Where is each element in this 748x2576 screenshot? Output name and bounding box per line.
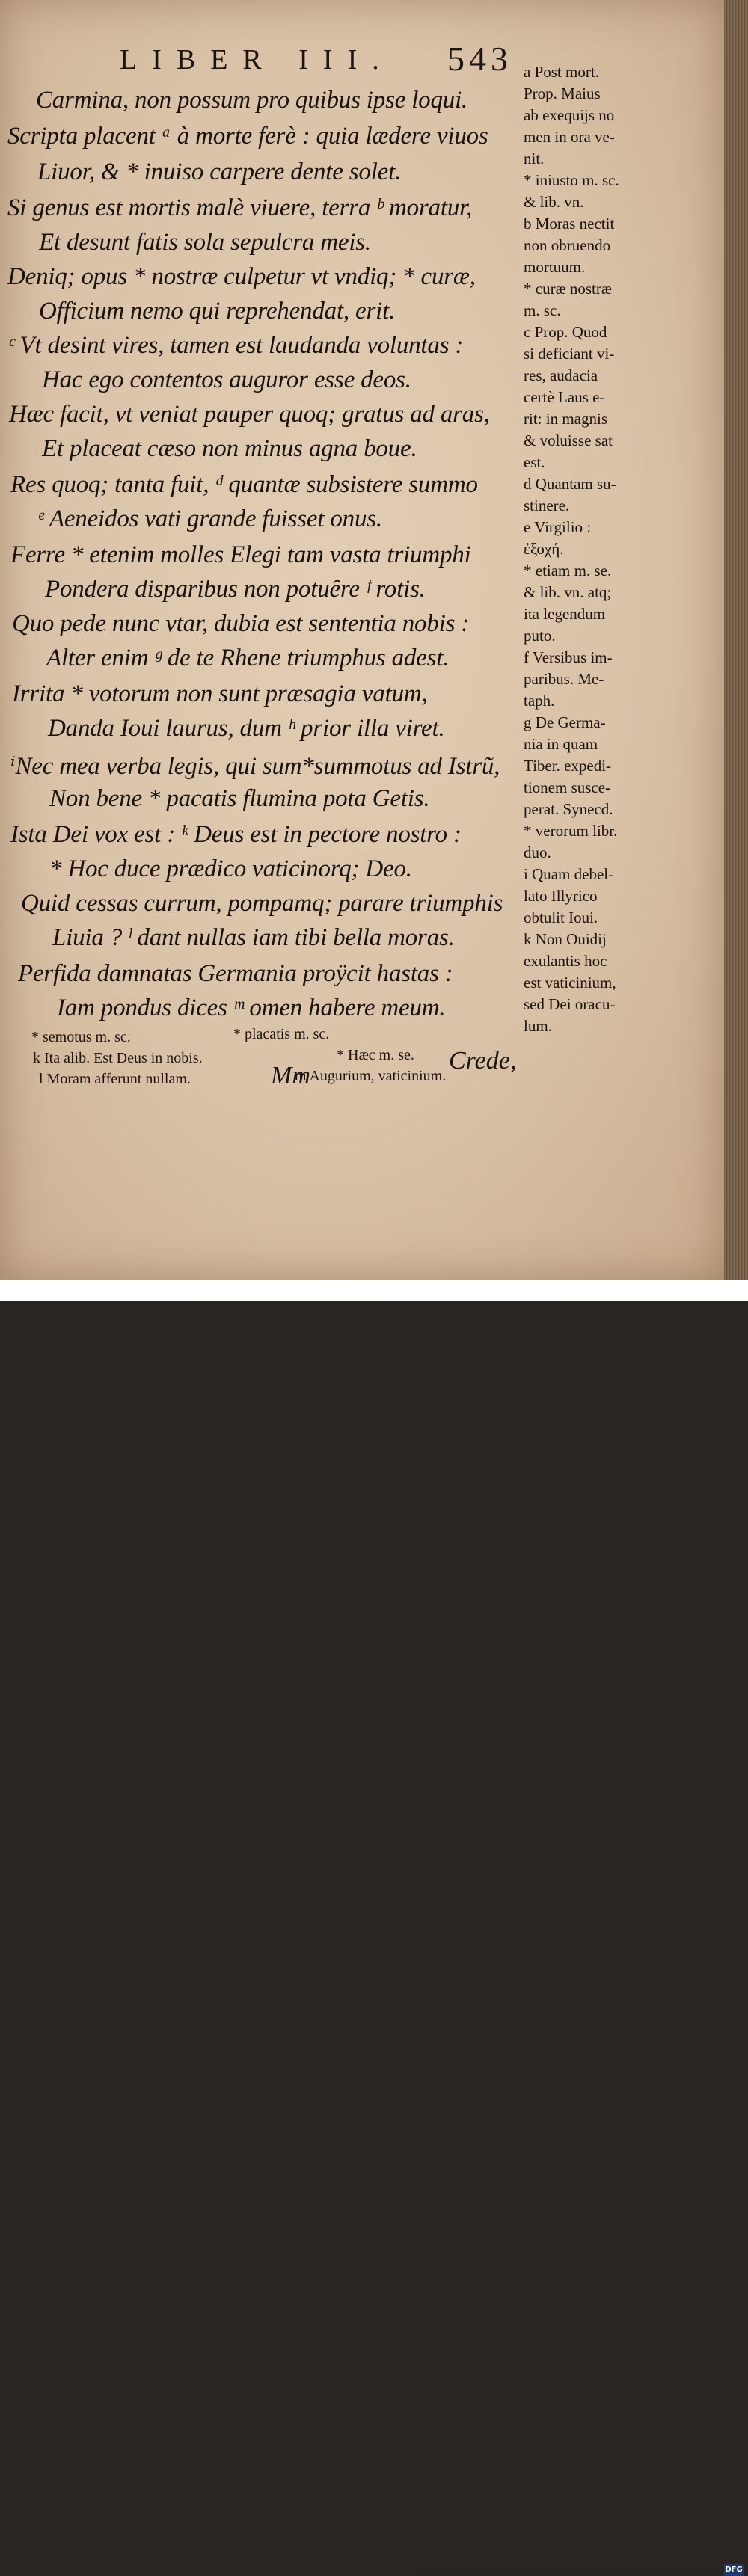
footnote: k Ita alib. Est Deus in nobis. [33,1050,203,1066]
verse-line: Deniq; opus * nostræ culpetur vt vndiq; * curæ, [7,263,476,290]
verse-line: ⁱNec mea verba legis, qui sum*summotus ad Istrũ, [10,753,500,780]
verse-line: Pondera disparibus non potuêre ᶠ rotis. [45,576,426,603]
verse-line: Hac ego contentos auguror esse deos. [42,366,411,393]
footnote: * placatis m. sc. [233,1026,330,1042]
marginal-note: f Versibus im- paribus. Me- taph. [524,648,613,710]
verse-line: * Hoc duce prædico vaticinorq; Deo. [49,855,412,882]
marginal-note: i Quam debel- lato Illyrico obtulit Ioui. [524,865,614,926]
verse-line: Quo pede nunc vtar, dubia est sententia nobis : [12,610,470,637]
marginal-note: * verorum libr. duo. [524,822,618,861]
marginal-note: k Non Ouidij exulantis hoc est vaticinium, sed Dei oracu- lum. [524,930,616,1035]
marginal-note: d Quantam su- stinere. [524,475,616,514]
footnote: * Hæc m. se. [337,1047,414,1063]
verse-line: Danda Ioui laurus, dum ʰ prior illa viret. [48,715,445,742]
verse-line: Quid cessas currum, pompamq; parare triumphis [21,890,503,917]
marginal-note: * iniusto m. sc. & lib. vn. [524,171,619,211]
dfg-logo: DFG [724,2564,744,2576]
marginal-note: c Prop. Quod si deficiant vi- res, audacia certè Laus e- rit: in magnis & voluisse sat est. [524,323,615,471]
marginal-note: * etiam m. se. & lib. vn. atq; ita legendum puto. [524,562,612,645]
marginal-note: * curæ nostræ m. sc. [524,280,612,319]
verse-line: Scripta placent ᵃ à morte ferè : quia lædere viuos [7,123,488,150]
marginal-note: b Moras nectit non obruendo mortuum. [524,215,615,276]
footer-bar [0,1280,748,2576]
marginal-notes [524,61,649,1037]
verse-line: Non bene * pacatis flumina pota Getis. [49,785,430,812]
verse-line: Officium nemo qui reprehendat, erit. [39,298,396,325]
book-page [0,0,724,1280]
verse-line: Ferre * etenim molles Elegi tam vasta triumphi [10,541,471,568]
verse-line: Liuia ? ˡ dant nullas iam tibi bella moras. [52,924,455,951]
verse-line: Iam pondus dices ᵐ omen habere meum. [57,995,446,1021]
footnote: l Moram afferunt nullam. [39,1071,191,1087]
verse-line: Et placeat cæso non minus agna boue. [42,435,417,462]
signature-mark: Mm [271,1062,310,1089]
verse-line: Alter enim ᵍ de te Rhene triumphus adest. [46,645,450,671]
verse-line: Hæc facit, vt veniat pauper quoq; gratus ad aras, [9,401,490,428]
page-number: 543 [447,40,512,78]
marginal-note: e Virgilio : ἐξοχή. [524,518,592,558]
marginal-note: g De Germa- nia in quam Tiber. expedi- tionem susce- perat. Synecd. [524,713,613,818]
footnote: m Augurium, vaticinium. [295,1068,447,1084]
verse-line: Carmina, non possum pro quibus ipse loqui. [36,87,468,114]
footnote: * semotus m. sc. [31,1029,131,1045]
verse-line: Perfida damnatas Germania proÿcit hastas : [18,960,453,987]
verse-line: Liuor, & * inuiso carpere dente solet. [37,159,402,185]
page-edge [724,0,748,1280]
verse-line: ᵉ Aeneidos vati grande fuisset onus. [37,505,382,532]
verse-line: ᶜ Vt desint vires, tamen est laudanda voluntas : [7,332,464,359]
verse-line: Res quoq; tanta fuit, ᵈ quantæ subsistere summo [10,471,478,498]
verse-line: Irrita * votorum non sunt præsagia vatum, [12,680,428,707]
running-header: LIBER III. [120,44,394,76]
footer-text: Digitalisierung gefördert durch die Deutsche Forschungsgemeinschaft [420,2565,721,2576]
marginal-note: a Post mort. Prop. Maius ab exequijs no men in ora ve- nit. [524,63,615,167]
verse-line: Ista Dei vox est : ᵏ Deus est in pectore nostro : [10,821,462,848]
verse-line: Et desunt fatis sola sepulcra meis. [39,229,371,256]
verse-line: Si genus est mortis malè viuere, terra ᵇ moratur, [7,194,473,221]
catchword: Crede, [449,1047,517,1075]
